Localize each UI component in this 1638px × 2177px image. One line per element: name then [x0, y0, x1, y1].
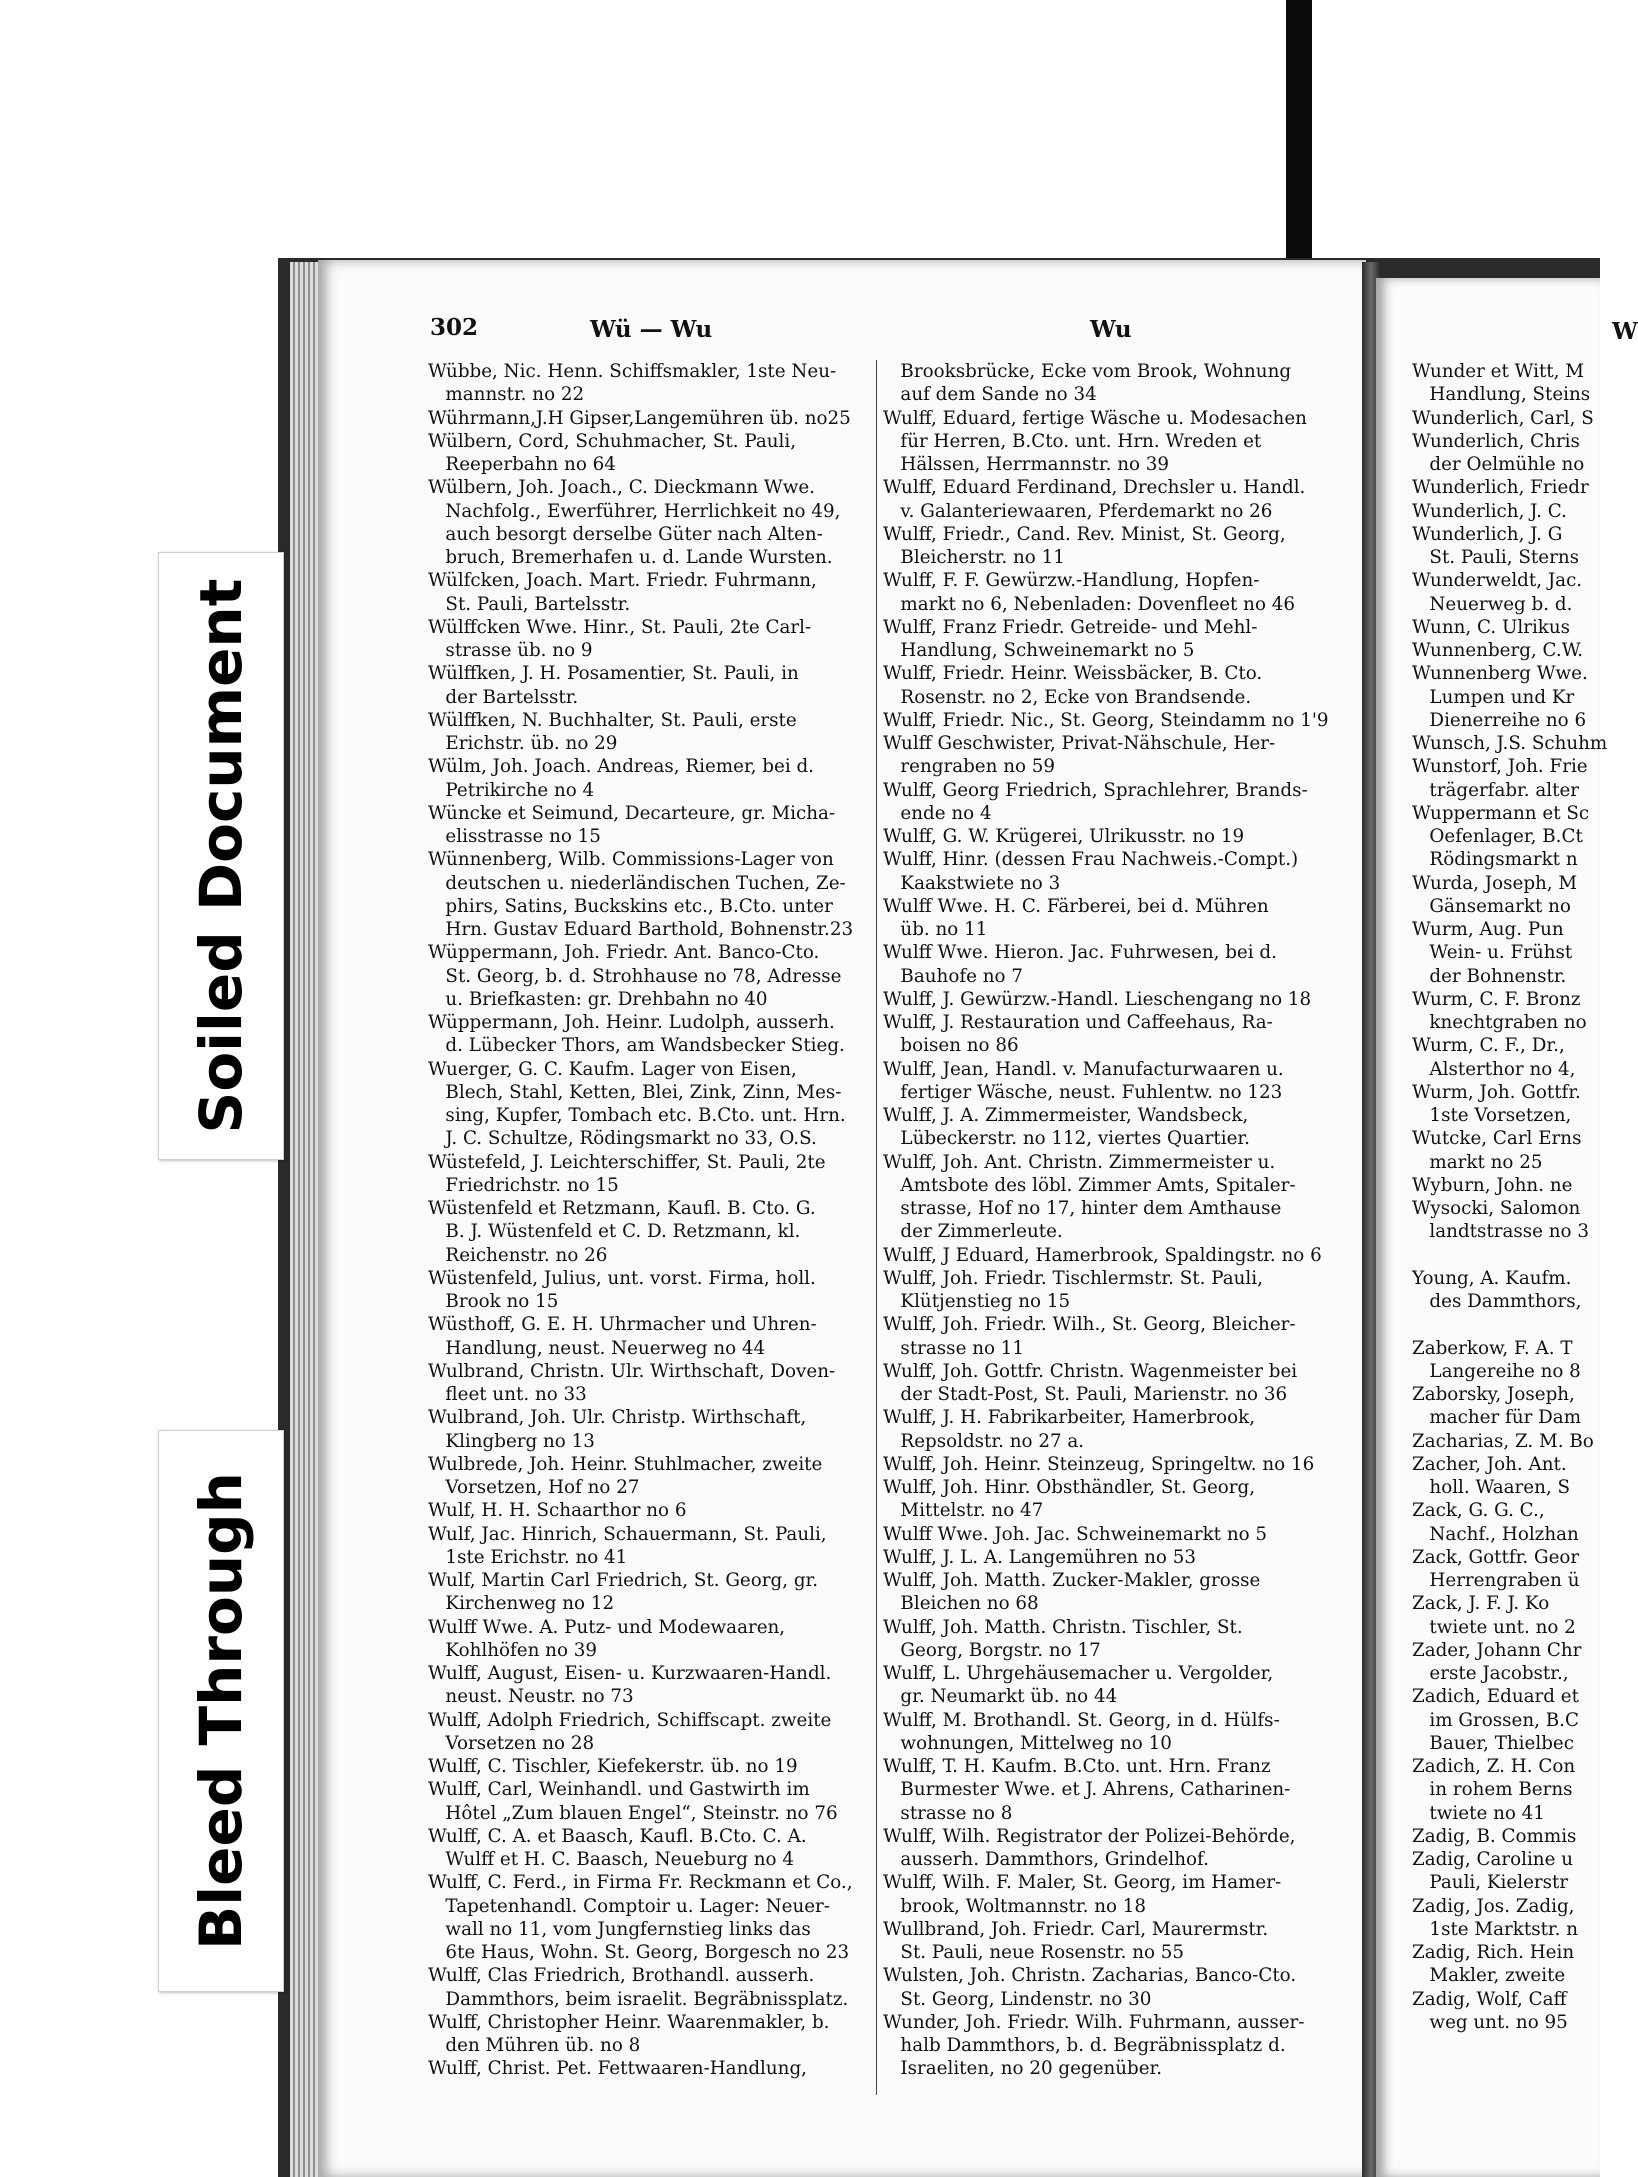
directory-line: trägerfabr. alter — [1412, 779, 1580, 801]
running-head-right: Wu — [1090, 316, 1132, 343]
directory-line: Wüstefeld, J. Leichterschiffer, St. Pauli, 2te — [428, 1151, 826, 1173]
directory-line: twiete no 41 — [1412, 1802, 1545, 1824]
directory-line: Kirchenweg no 12 — [428, 1593, 615, 1615]
directory-line: Herrengraben ü — [1412, 1570, 1580, 1591]
directory-line: u. Briefkasten: gr. Drehbahn no 40 — [428, 988, 768, 1010]
directory-line: Handlung, Schweinemarkt no 5 — [883, 640, 1195, 661]
directory-line: Blech, Stahl, Ketten, Blei, Zink, Zinn, Mes- — [428, 1081, 842, 1103]
directory-line: Wulff, C. A. et Baasch, Kaufl. B.Cto. C. A. — [428, 1825, 807, 1847]
page-edges — [290, 262, 320, 2177]
directory-line: erste Jacobstr., — [1412, 1663, 1569, 1684]
directory-line: Zaborsky, Joseph, — [1412, 1384, 1575, 1405]
directory-line: 6te Haus, Wohn. St. Georg, Borgesch no 23 — [428, 1942, 850, 1963]
directory-line: Wülffken, N. Buchhalter, St. Pauli, erste — [428, 709, 797, 731]
directory-line: Wunsch, J.S. Schuhm — [1412, 733, 1608, 754]
directory-line: Wulff, G. W. Krügerei, Ulrikusstr. no 19 — [883, 826, 1245, 847]
directory-line: Neuerweg b. d. — [1412, 593, 1573, 615]
directory-line: neust. Neustr. no 73 — [428, 1686, 634, 1708]
directory-line: Wunderlich, Friedr — [1412, 477, 1589, 499]
directory-column-right — [883, 360, 1335, 2081]
directory-line: mannstr. no 22 — [428, 384, 585, 406]
directory-line: Wunstorf, Joh. Frie — [1412, 756, 1588, 778]
directory-line: Wulff, Joh. Friedr. Tischlermstr. St. Pauli, — [883, 1267, 1263, 1289]
directory-line: St. Georg, Lindenstr. no 30 — [883, 1988, 1152, 2010]
directory-line: Wulff, Joh. Friedr. Wilh., St. Georg, Bleicher- — [883, 1314, 1296, 1336]
directory-line: rengraben no 59 — [883, 756, 1056, 778]
directory-line: in rohem Berns — [1412, 1779, 1573, 1801]
directory-line: Wulbrand, Joh. Ulr. Christp. Wirthschaft, — [428, 1407, 807, 1429]
directory-line: Langereihe no 8 — [1412, 1360, 1581, 1382]
directory-line: Wunderweldt, Jac. — [1412, 570, 1583, 592]
directory-line: der Bohnenstr. — [1412, 965, 1567, 987]
directory-line: Georg, Borgstr. no 17 — [883, 1639, 1101, 1661]
directory-line: elisstrasse no 15 — [428, 826, 601, 847]
directory-line: Wulff, C. Tischler, Kiefekerstr. üb. no 19 — [428, 1756, 798, 1777]
directory-line: Hrn. Gustav Eduard Barthold, Bohnenstr.23 — [428, 919, 854, 940]
directory-line: Wulff, Joh. Ant. Christn. Zimmermeister u. — [883, 1151, 1276, 1173]
directory-line: Wyburn, John. ne — [1412, 1174, 1573, 1196]
directory-line: Wunderlich, Carl, S — [1412, 407, 1594, 429]
directory-line: wall no 11, vom Jungfernstieg links das — [428, 1918, 811, 1940]
directory-line: Wulff, Friedr. Nic., St. Georg, Steindamm no 1'9 — [883, 709, 1329, 731]
directory-line: Zadig, Jos. Zadig, — [1412, 1895, 1575, 1917]
directory-line: der Zimmerleute. — [883, 1221, 1063, 1243]
directory-line: Zack, G. G. C., — [1412, 1500, 1545, 1522]
directory-line: Wulff, Wilh. Registrator der Polizei-Behörde, — [883, 1825, 1296, 1847]
directory-line: Wulff Wwe. Joh. Jac. Schweinemarkt no 5 — [883, 1523, 1268, 1545]
directory-line: B. J. Wüstenfeld et C. D. Retzmann, kl. — [428, 1221, 801, 1243]
directory-line: Alsterthor no 4, — [1412, 1058, 1576, 1080]
directory-line: Wulff, Adolph Friedrich, Schiffscapt. zweite — [428, 1709, 832, 1731]
directory-line: St. Pauli, neue Rosenstr. no 55 — [883, 1942, 1185, 1963]
column-divider — [876, 360, 877, 2095]
soiled-document-tab — [158, 552, 284, 1160]
directory-line: knechtgraben no — [1412, 1012, 1587, 1033]
directory-line: Wulff, Eduard, fertige Wäsche u. Modesachen — [883, 407, 1307, 429]
directory-line: Vorsetzen no 28 — [428, 1732, 595, 1754]
directory-line: im Grossen, B.C — [1412, 1709, 1579, 1731]
directory-line: Wülffken, J. H. Posamentier, St. Pauli, in — [428, 663, 799, 685]
directory-line: Dienerreihe no 6 — [1412, 709, 1587, 731]
directory-line: Bauer, Thielbec — [1412, 1732, 1574, 1754]
directory-line: Wulff, C. Ferd., in Firma Fr. Reckmann et Co., — [428, 1872, 853, 1894]
directory-line: Wulff, Christopher Heinr. Waarenmakler, b. — [428, 2011, 830, 2033]
directory-line: Wunder, Joh. Friedr. Wilh. Fuhrmann, ausser- — [883, 2011, 1305, 2033]
directory-line: markt no 25 — [1412, 1151, 1543, 1173]
directory-line: Hälssen, Herrmannstr. no 39 — [883, 454, 1170, 475]
directory-line: Dammthors, beim israelit. Begräbnissplatz. — [428, 1988, 849, 2010]
directory-line: Wunnenberg Wwe. — [1412, 663, 1588, 685]
directory-line: Wullbrand, Joh. Friedr. Carl, Maurermstr. — [883, 1918, 1269, 1940]
directory-line: Wünnenberg, Wilb. Commissions-Lager von — [428, 849, 834, 871]
directory-line: Zaberkow, F. A. T — [1412, 1337, 1573, 1359]
directory-line: Zacharias, Z. M. Bo — [1412, 1430, 1594, 1452]
directory-line: Wulff, Joh. Hinr. Obsthändler, St. Georg, — [883, 1477, 1256, 1498]
directory-line: Wulf, H. H. Schaarthor no 6 — [428, 1500, 687, 1522]
directory-line: bruch, Bremerhafen u. d. Lande Wursten. — [428, 547, 833, 568]
directory-line: fertiger Wäsche, neust. Fuhlentw. no 123 — [883, 1081, 1283, 1103]
directory-line: üb. no 11 — [883, 919, 988, 940]
directory-line: Young, A. Kaufm. — [1412, 1267, 1572, 1289]
section-spacer — [1412, 1313, 1600, 1336]
directory-line: Wulff, Christ. Pet. Fettwaaren-Handlung, — [428, 2058, 807, 2080]
directory-line: auf dem Sande no 34 — [883, 384, 1097, 406]
page-number: 302 — [430, 314, 479, 341]
directory-line: Burmester Wwe. et J. Ahrens, Catharinen- — [883, 1779, 1291, 1801]
bleed-through-tab — [158, 1430, 284, 1992]
directory-line: für Herren, B.Cto. unt. Hrn. Wreden et — [883, 430, 1262, 452]
directory-line: Handlung, neust. Neuerweg no 44 — [428, 1337, 766, 1359]
directory-line: Wulff, Georg Friedrich, Sprachlehrer, Brands- — [883, 779, 1308, 801]
directory-line: Lübeckerstr. no 112, viertes Quartier. — [883, 1128, 1250, 1150]
directory-line: Wulff, Franz Friedr. Getreide- und Mehl- — [883, 616, 1258, 638]
directory-line: Wurm, C. F., Dr., — [1412, 1035, 1565, 1057]
directory-line: d. Lübecker Thors, am Wandsbecker Stieg. — [428, 1035, 845, 1057]
running-head-left: Wü — Wu — [590, 316, 713, 343]
directory-line: halb Dammthors, b. d. Begräbnissplatz d. — [883, 2035, 1286, 2056]
directory-line: Nachfolg., Ewerführer, Herrlichkeit no 49, — [428, 500, 841, 522]
directory-line: J. C. Schultze, Rödingsmarkt no 33, O.S. — [428, 1128, 817, 1150]
directory-line: Friedrichstr. no 15 — [428, 1174, 619, 1196]
directory-line: Wülfcken, Joach. Mart. Friedr. Fuhrmann, — [428, 570, 817, 592]
directory-line: ende no 4 — [883, 802, 992, 824]
directory-line: Reichenstr. no 26 — [428, 1244, 608, 1266]
directory-line: Wein- u. Frühst — [1412, 942, 1573, 964]
directory-line: Hôtel „Zum blauen Engel“, Steinstr. no 76 — [428, 1802, 838, 1824]
directory-line: Wulff, Carl, Weinhandl. und Gastwirth im — [428, 1779, 810, 1801]
directory-line: Wulff, Joh. Heinr. Steinzeug, Springeltw. no 16 — [883, 1453, 1315, 1475]
directory-line: Wulff, F. F. Gewürzw.-Handlung, Hopfen- — [883, 570, 1260, 592]
directory-column-left — [428, 360, 872, 2081]
directory-line: Wülbern, Joh. Joach., C. Dieckmann Wwe. — [428, 477, 815, 499]
directory-line: Wulff, J. L. A. Langemühren no 53 — [883, 1546, 1196, 1568]
bleed-through-label: Bleed Through — [187, 1472, 255, 1950]
directory-line: Erichstr. üb. no 29 — [428, 733, 618, 754]
directory-line: v. Galanteriewaaren, Pferdemarkt no 26 — [883, 500, 1273, 522]
directory-line: Zacher, Joh. Ant. — [1412, 1453, 1567, 1475]
directory-line: Kohlhöfen no 39 — [428, 1639, 598, 1661]
directory-line: Wulff Wwe. H. C. Färberei, bei d. Mühren — [883, 895, 1269, 917]
directory-line: Wulff, Clas Friedrich, Brothandl. ausserh. — [428, 1965, 815, 1987]
directory-line: Wuerger, G. C. Kaufm. Lager von Eisen, — [428, 1058, 797, 1080]
directory-line: Zadig, Wolf, Caff — [1412, 1988, 1567, 2010]
directory-line: Zadig, B. Commis — [1412, 1825, 1577, 1847]
directory-line: Wulff Wwe. Hieron. Jac. Fuhrwesen, bei d. — [883, 942, 1277, 964]
directory-line: markt no 6, Nebenladen: Dovenfleet no 46 — [883, 593, 1296, 615]
directory-line: ausserh. Dammthors, Grindelhof. — [883, 1849, 1209, 1870]
directory-line: Zack, J. F. J. Ko — [1412, 1593, 1550, 1615]
directory-line: Gänsemarkt no — [1412, 895, 1571, 917]
directory-line: Vorsetzen, Hof no 27 — [428, 1477, 640, 1498]
directory-line: 1ste Vorsetzen, — [1412, 1105, 1572, 1126]
directory-line: Wüstenfeld, Julius, unt. vorst. Firma, holl. — [428, 1267, 816, 1289]
directory-line: Wulff, J. H. Fabrikarbeiter, Hamerbrook, — [883, 1407, 1256, 1429]
directory-line: Makler, zweite — [1412, 1965, 1566, 1987]
directory-line: Zader, Johann Chr — [1412, 1639, 1582, 1661]
directory-line: Wurm, Aug. Pun — [1412, 919, 1564, 940]
directory-line: Wüncke et Seimund, Decarteure, gr. Micha- — [428, 802, 836, 824]
directory-line: Klütjenstieg no 15 — [883, 1291, 1071, 1312]
directory-line: Wulbrand, Christn. Ulr. Wirthschaft, Doven- — [428, 1360, 836, 1382]
directory-line: Wulff, Joh. Matth. Zucker-Makler, grosse — [883, 1570, 1261, 1591]
directory-line: Wulff, August, Eisen- u. Kurzwaaren-Handl. — [428, 1663, 832, 1684]
directory-line: Wulff, J Eduard, Hamerbrook, Spaldingstr. no 6 — [883, 1244, 1322, 1266]
directory-line: St. Georg, b. d. Strohhause no 78, Adresse — [428, 965, 842, 987]
directory-line: Wulff, Friedr. Heinr. Weissbäcker, B. Cto. — [883, 663, 1263, 685]
directory-line: Bleicherstr. no 11 — [883, 547, 1065, 568]
directory-line: Wurm, C. F. Bronz — [1412, 988, 1581, 1010]
directory-line: Rosenstr. no 2, Ecke von Brandsende. — [883, 686, 1252, 708]
directory-line: Wulff, T. H. Kaufm. B.Cto. unt. Hrn. Franz — [883, 1756, 1271, 1777]
directory-line: Wülbern, Cord, Schuhmacher, St. Pauli, — [428, 430, 797, 452]
section-spacer — [1412, 1244, 1600, 1267]
directory-line: Oefenlager, B.Ct — [1412, 826, 1583, 847]
directory-line: Wübbe, Nic. Henn. Schiffsmakler, 1ste Neu- — [428, 361, 837, 382]
directory-line: Wüsthoff, G. E. H. Uhrmacher und Uhren- — [428, 1314, 817, 1336]
directory-line: sing, Kupfer, Tombach etc. B.Cto. unt. Hrn. — [428, 1105, 846, 1126]
directory-line: Wunder et Witt, M — [1412, 361, 1584, 382]
directory-line: Mittelstr. no 47 — [883, 1500, 1044, 1522]
directory-line: Wülm, Joh. Joach. Andreas, Riemer, bei d. — [428, 756, 814, 778]
directory-line: Bleichen no 68 — [883, 1593, 1039, 1615]
directory-line: den Mühren üb. no 8 — [428, 2035, 641, 2056]
directory-line: St. Pauli, Sterns — [1412, 547, 1579, 568]
directory-line: Wurda, Joseph, M — [1412, 872, 1578, 894]
directory-line: strasse no 11 — [883, 1337, 1025, 1359]
directory-line: Wulff, J. Restauration und Caffeehaus, Ra- — [883, 1012, 1273, 1033]
directory-line: Wulff, J. Gewürzw.-Handl. Lieschengang no 18 — [883, 988, 1312, 1010]
directory-line: Handlung, Steins — [1412, 384, 1591, 406]
directory-line: Nachf., Holzhan — [1412, 1523, 1579, 1545]
directory-line: wohnungen, Mittelweg no 10 — [883, 1732, 1172, 1754]
directory-line: gr. Neumarkt üb. no 44 — [883, 1686, 1118, 1708]
directory-line: St. Pauli, Bartelsstr. — [428, 593, 631, 615]
directory-line: Wunn, C. Ulrikus — [1412, 616, 1571, 638]
directory-line: holl. Waaren, S — [1412, 1477, 1571, 1498]
directory-line: strasse no 8 — [883, 1802, 1013, 1824]
directory-line: Petrikirche no 4 — [428, 779, 595, 801]
directory-line: brook, Woltmannstr. no 18 — [883, 1895, 1147, 1917]
directory-line: Wulff, Eduard Ferdinand, Drechsler u. Handl. — [883, 477, 1306, 499]
directory-line: auch besorgt derselbe Güter nach Alten- — [428, 523, 823, 545]
directory-line: weg unt. no 95 — [1412, 2011, 1568, 2033]
directory-line: Wurm, Joh. Gottfr. — [1412, 1081, 1581, 1103]
directory-line: der Stadt-Post, St. Pauli, Marienstr. no 36 — [883, 1384, 1288, 1405]
directory-line: Wulf, Jac. Hinrich, Schauermann, St. Pauli, — [428, 1523, 827, 1545]
directory-line: Wunderlich, J. G — [1412, 523, 1563, 545]
directory-line: Wulff, Jean, Handl. v. Manufacturwaaren u. — [883, 1058, 1284, 1080]
directory-line: strasse, Hof no 17, hinter dem Amthause — [883, 1198, 1282, 1219]
directory-line: Wulff, Joh. Matth. Christn. Tischler, St. — [883, 1616, 1243, 1638]
directory-line: Wutcke, Carl Erns — [1412, 1128, 1582, 1150]
directory-line: phirs, Satins, Buckskins etc., B.Cto. unter — [428, 895, 833, 917]
directory-line: Wulff Wwe. A. Putz- und Modewaaren, — [428, 1616, 786, 1638]
directory-line: Wulff, J. A. Zimmermeister, Wandsbeck, — [883, 1105, 1249, 1126]
directory-line: Wulsten, Joh. Christn. Zacharias, Banco-Cto. — [883, 1965, 1297, 1987]
directory-line: des Dammthors, — [1412, 1291, 1582, 1312]
directory-line: Wulff, L. Uhrgehäusemacher u. Vergolder, — [883, 1663, 1274, 1684]
directory-line: Wüstenfeld et Retzmann, Kaufl. B. Cto. G. — [428, 1198, 816, 1219]
directory-line: Wulff Geschwister, Privat-Nähschule, Her- — [883, 733, 1276, 754]
directory-line: Repsoldstr. no 27 a. — [883, 1430, 1085, 1452]
soiled-document-label: Soiled Document — [187, 578, 255, 1134]
directory-column-facing — [1412, 360, 1608, 2034]
directory-line: Rödingsmarkt n — [1412, 849, 1578, 871]
directory-line: Wulff, Wilh. F. Maler, St. Georg, im Hamer- — [883, 1872, 1282, 1894]
directory-line: Wulff, Hinr. (dessen Frau Nachweis.-Compt.) — [883, 849, 1299, 871]
directory-line: Kaakstwiete no 3 — [883, 872, 1061, 894]
directory-line: deutschen u. niederländischen Tuchen, Ze- — [428, 872, 846, 894]
directory-line: Israeliten, no 20 gegenüber. — [883, 2058, 1163, 2080]
directory-line: Wulbrede, Joh. Heinr. Stuhlmacher, zweite — [428, 1453, 823, 1475]
directory-line: Wulff et H. C. Baasch, Neueburg no 4 — [428, 1849, 795, 1870]
directory-line: Tapetenhandl. Comptoir u. Lager: Neuer- — [428, 1895, 830, 1917]
directory-line: macher für Dam — [1412, 1407, 1582, 1429]
directory-line: Wülffcken Wwe. Hinr., St. Pauli, 2te Carl- — [428, 616, 812, 638]
directory-line: Wunnenberg, C.W. — [1412, 640, 1584, 661]
directory-line: Wüppermann, Joh. Heinr. Ludolph, ausserh. — [428, 1012, 835, 1033]
directory-line: Wulff, M. Brothandl. St. Georg, in d. Hülfs- — [883, 1709, 1280, 1731]
directory-line: 1ste Erichstr. no 41 — [428, 1546, 628, 1568]
directory-line: Wulf, Martin Carl Friedrich, St. Georg, gr. — [428, 1570, 819, 1591]
directory-line: fleet unt. no 33 — [428, 1384, 587, 1405]
directory-line: Zadich, Eduard et — [1412, 1686, 1579, 1708]
directory-line: Zack, Gottfr. Geor — [1412, 1546, 1580, 1568]
directory-line: 1ste Marktstr. n — [1412, 1918, 1579, 1940]
directory-line: boisen no 86 — [883, 1035, 1019, 1057]
directory-line: landtstrasse no 3 — [1412, 1221, 1589, 1243]
scanner-edge-bar — [1286, 0, 1312, 262]
directory-line: Reeperbahn no 64 — [428, 454, 616, 475]
directory-line: Wuppermann et Sc — [1412, 802, 1590, 824]
directory-line: der Bartelsstr. — [428, 686, 579, 708]
running-head-facing: W — [1612, 318, 1638, 345]
directory-line: der Oelmühle no — [1412, 454, 1585, 475]
directory-line: Wührmann,J.H Gipser,Langemühren üb. no25 — [428, 407, 851, 429]
directory-line: Wüppermann, Joh. Friedr. Ant. Banco-Cto. — [428, 942, 820, 964]
directory-line: Zadig, Rich. Hein — [1412, 1942, 1575, 1963]
directory-line: Brook no 15 — [428, 1291, 559, 1312]
directory-line: Wysocki, Salomon — [1412, 1198, 1581, 1219]
directory-line: Pauli, Kielerstr — [1412, 1872, 1569, 1894]
directory-line: Lumpen und Kr — [1412, 686, 1575, 708]
directory-line: strasse üb. no 9 — [428, 640, 593, 661]
directory-line: Wunderlich, J. C. — [1412, 500, 1567, 522]
directory-line: Amtsbote des löbl. Zimmer Amts, Spitaler- — [883, 1174, 1296, 1196]
directory-line: Zadig, Caroline u — [1412, 1849, 1573, 1870]
directory-line: Brooksbrücke, Ecke vom Brook, Wohnung — [883, 361, 1292, 382]
directory-line: Wulff, Friedr., Cand. Rev. Minist, St. Georg, — [883, 523, 1286, 545]
directory-line: twiete unt. no 2 — [1412, 1616, 1576, 1638]
directory-line: Klingberg no 13 — [428, 1430, 595, 1452]
directory-line: Wunderlich, Chris — [1412, 430, 1580, 452]
directory-line: Bauhofe no 7 — [883, 965, 1023, 987]
directory-line: Wulff, Joh. Gottfr. Christn. Wagenmeister bei — [883, 1360, 1298, 1382]
directory-line: Zadich, Z. H. Con — [1412, 1756, 1576, 1777]
